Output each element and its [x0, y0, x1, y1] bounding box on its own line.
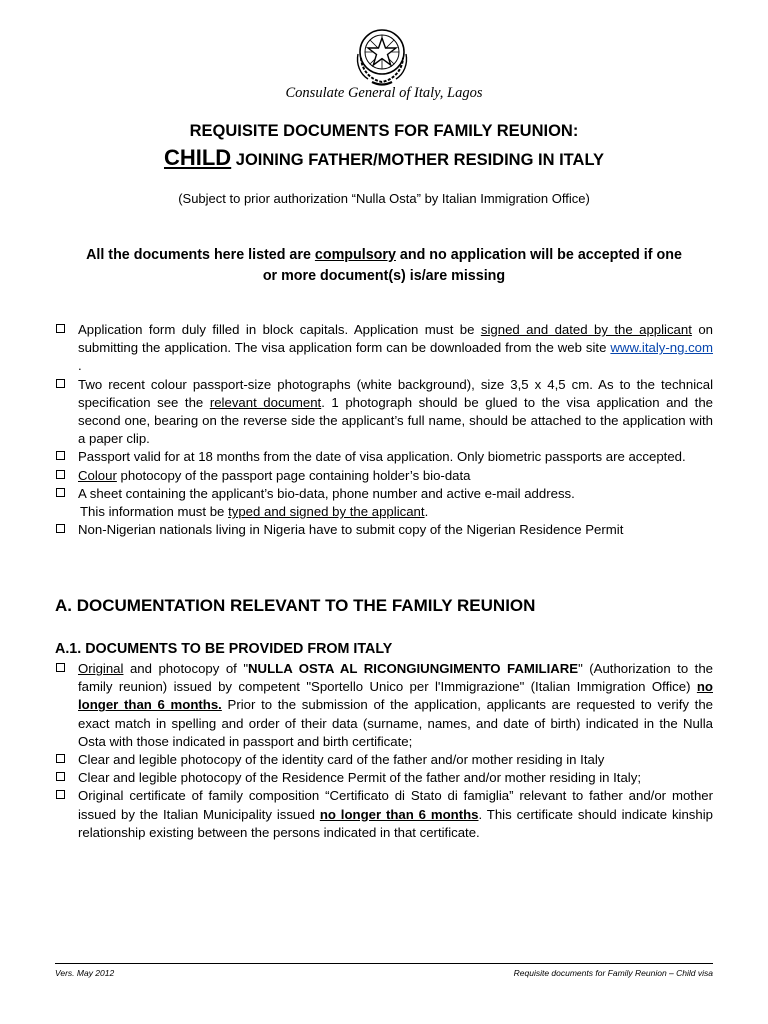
title-line2-rest: JOINING FATHER/MOTHER RESIDING IN ITALY [231, 151, 605, 169]
italy-documents-list [55, 660, 713, 842]
checkbox-icon [56, 451, 65, 460]
list-item [55, 769, 713, 787]
checkbox-icon [56, 470, 65, 479]
item-text: Clear and legible photocopy of the Residence Permit of the father and/or mother residing in Italy; [78, 770, 641, 786]
item-text: Non-Nigerian nationals living in Nigeria have to submit copy of the Nigerian Residence Permit [78, 522, 624, 538]
relevant-document-reference: relevant document [209, 394, 322, 410]
item-text: . This certificate should indicate kinship relationship existing between the persons indicated in that certificate. [78, 806, 713, 840]
section-a-heading: A. DOCUMENTATION RELEVANT TO THE FAMILY REUNION [55, 596, 536, 615]
consulate-name: Consulate General of Italy, Lagos [285, 85, 483, 101]
item-underlined-text: Original [78, 661, 124, 676]
item-bold-underlined-text: no longer than 6 months. [78, 679, 713, 713]
website-link[interactable]: www.italy-ng.com [610, 340, 713, 356]
document-title-line2 [0, 145, 768, 171]
footer-document-title: Requisite documents for Family Reunion – Child visa [513, 968, 713, 978]
item-text: and photocopy of " [123, 661, 249, 676]
list-item [55, 751, 713, 769]
checkbox-icon [56, 379, 65, 388]
list-item [55, 467, 713, 485]
item-bold-text: NULLA OSTA AL RICONGIUNGIMENTO FAMILIARE [248, 661, 579, 676]
item-text: . [424, 504, 429, 520]
item-text: . [78, 358, 82, 374]
compulsory-notice [0, 245, 768, 287]
list-item [55, 787, 713, 842]
item-underlined-text: typed and signed by the applicant [228, 504, 425, 520]
checkbox-icon [56, 790, 65, 799]
item-text: Two recent colour passport-size photographs (white background), size 3,5 x 4,5 cm. As to the technical specification see the [78, 376, 713, 410]
item-text: This information must be [80, 504, 229, 520]
notice-compulsory-word: compulsory [314, 247, 396, 263]
item-text: A sheet containing the applicant’s bio-data, phone number and active e-mail address. [78, 485, 575, 501]
title-child-word: CHILD [163, 145, 232, 170]
item-text: Clear and legible photocopy of the identity card of the father and/or mother residing in Italy [78, 752, 605, 768]
section-a1-heading: A.1. DOCUMENTS TO BE PROVIDED FROM ITALY [55, 641, 393, 657]
checkbox-icon [56, 663, 65, 672]
checkbox-icon [56, 754, 65, 763]
footer-version: Vers. May 2012 [55, 968, 115, 978]
list-item [55, 660, 713, 751]
notice-text-1: All the documents here listed are [86, 247, 315, 263]
item-text: Original certificate of family composition “Certificato di Stato di famiglia” relevant to father and/or mother issued by the Italian Municipality issued [78, 788, 713, 822]
item-text: Application form duly filled in block capitals. Application must be [78, 322, 481, 337]
notice-line-2: or more document(s) is/are missing [262, 268, 506, 284]
checkbox-icon [56, 488, 65, 497]
list-item [55, 376, 713, 449]
general-requirements-list [55, 321, 713, 539]
italian-emblem-icon [352, 24, 412, 88]
item-text: Passport valid for at 18 months from the date of visa application. Only biometric passports are accepted. [78, 449, 686, 465]
list-item [55, 448, 713, 466]
checkbox-icon [56, 772, 65, 781]
item-text: " (Authorization to the family reunion) issued by competent "Sportello Unico per l'Immigrazione" (Italian Immigration Office) [78, 661, 713, 695]
item-text: . 1 photograph should be glued to the visa application and the second one, bearing on the reverse side the applicant’s full name, should be attached to the application with a paper clip. [78, 394, 713, 447]
checkbox-icon [56, 324, 65, 333]
item-bold-underlined-text: no longer than 6 months [319, 806, 479, 822]
item-text: photocopy of the passport page containing holder’s bio-data [116, 467, 471, 483]
item-text: Prior to the submission of the application, applicants are requested to verify the exact match in spelling and order of their data (surname, names, and date of birth) indicated in the Nulla Osta with those indicated in passport and birth certificate; [78, 697, 713, 749]
item-underlined-text: signed and dated by the applicant [480, 322, 692, 337]
checkbox-icon [56, 524, 65, 533]
item-text: on submitting the application. The visa application form can be downloaded from the web site [78, 322, 713, 356]
subject-note: (Subject to prior authorization “Nulla Osta” by Italian Immigration Office) [178, 191, 590, 206]
list-item [55, 521, 713, 539]
list-item [55, 321, 713, 376]
document-title-line1: REQUISITE DOCUMENTS FOR FAMILY REUNION: [189, 122, 579, 140]
list-item [55, 485, 713, 521]
item-underlined-text: Colour [78, 467, 117, 483]
notice-text-2: and no application will be accepted if one [395, 247, 682, 263]
footer-divider [55, 963, 713, 964]
